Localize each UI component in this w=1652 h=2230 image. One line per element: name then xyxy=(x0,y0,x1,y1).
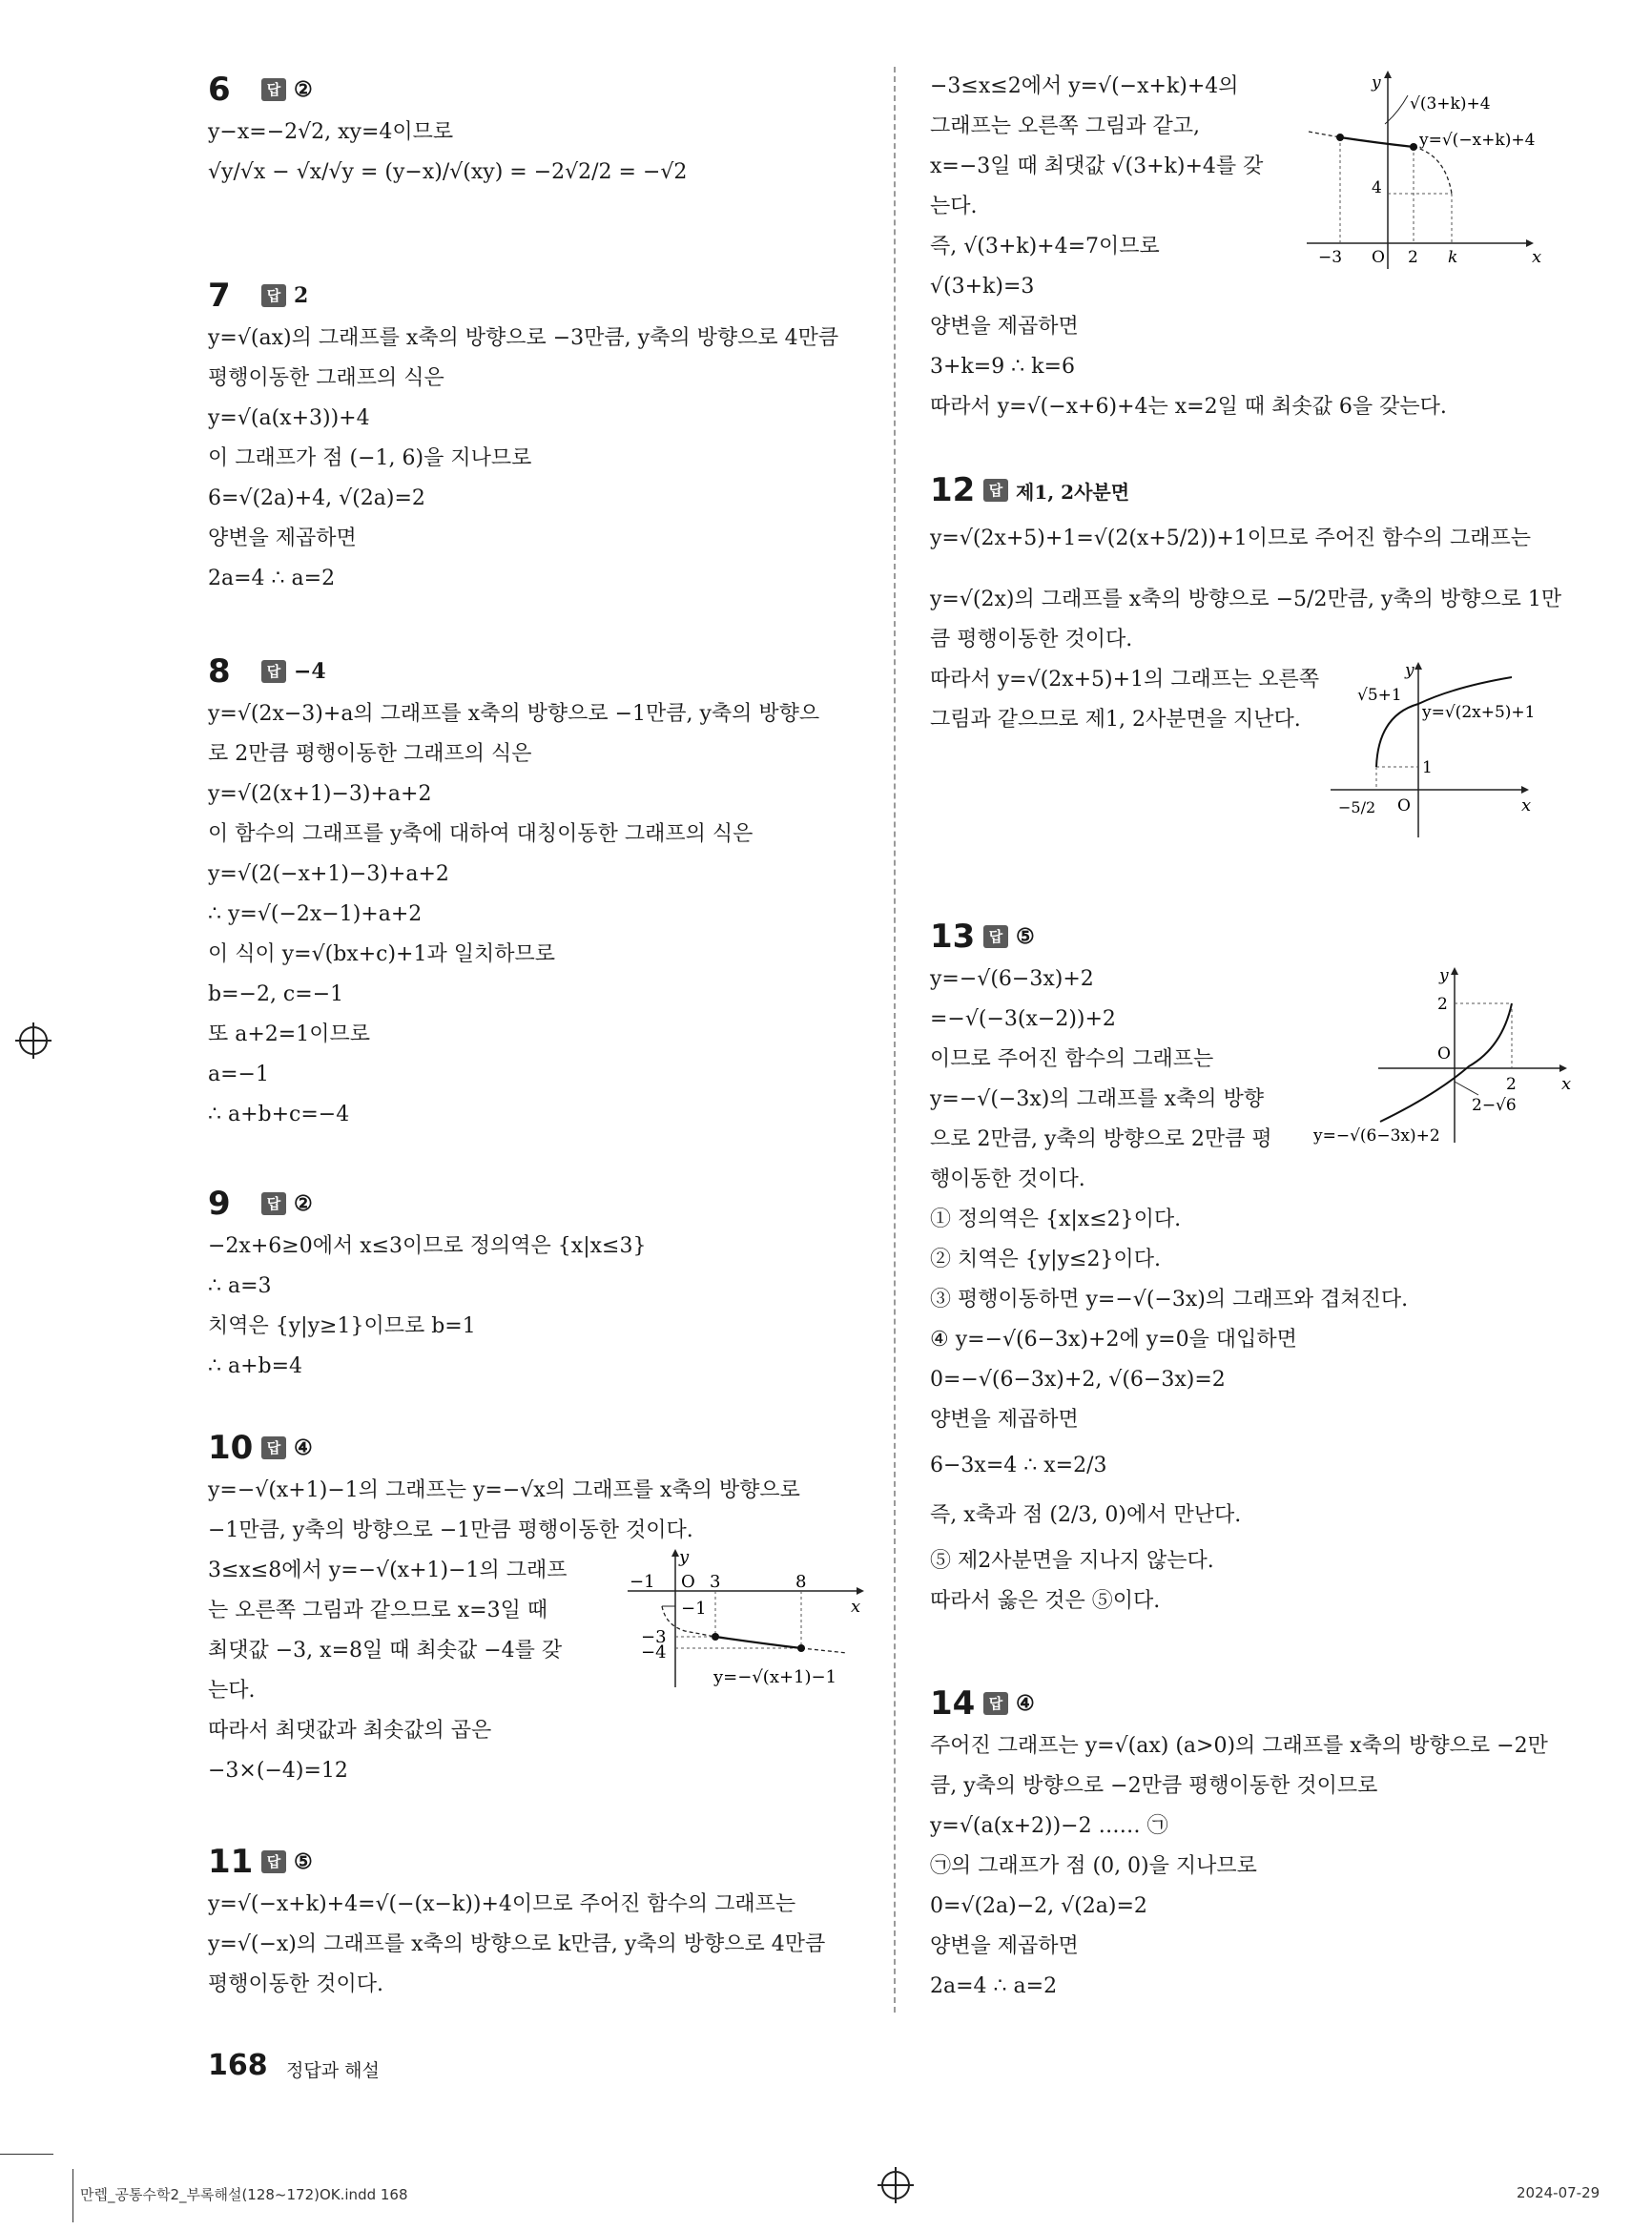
solution-line: 평행이동한 것이다. xyxy=(208,1972,384,1996)
origin-label: O xyxy=(1372,248,1385,267)
solution-line: 양변을 제곱하면 xyxy=(208,527,357,550)
solution-line: 치역은 {y|y≥1}이므로 b=1 xyxy=(208,1314,476,1338)
date-slug: 2024-07-29 xyxy=(1517,2184,1600,2201)
y-axis-arrow xyxy=(1384,71,1392,78)
y-label: y xyxy=(1405,661,1415,680)
solution-line: 로 2만큼 평행이동한 그래프의 식은 xyxy=(208,742,532,766)
answer: ④ xyxy=(294,1435,313,1460)
tick-label: 4 xyxy=(1372,178,1382,197)
registration-mark-icon xyxy=(881,2171,910,2199)
answer-tag: 답 xyxy=(261,78,286,101)
solution-line: √(3+k)=3 xyxy=(930,275,1035,299)
answer-tag: 답 xyxy=(261,660,286,683)
solution-line: 따라서 y=√(2x+5)+1의 그래프는 오른쪽 xyxy=(930,668,1320,692)
solution-line: 2a=4 ∴ a=2 xyxy=(930,1974,1058,1998)
y-axis-arrow xyxy=(1451,967,1458,975)
solution-line: y=−√(−3x)의 그래프를 x축의 방향 xyxy=(930,1087,1264,1111)
solution-line: 으로 2만큼, y축의 방향으로 2만큼 평 xyxy=(930,1127,1272,1151)
problem-10 xyxy=(208,1425,866,1791)
solution-line: y=√(−x+k)+4=√(−(x−k))+4이므로 주어진 함수의 그래프는 xyxy=(208,1892,796,1916)
solution-line: ∴ a+b+c=−4 xyxy=(208,1103,350,1126)
x-axis-arrow xyxy=(857,1587,864,1595)
tick-label: 1 xyxy=(1422,758,1433,777)
tick-label: −4 xyxy=(641,1642,667,1662)
answer: 제1, 2사분면 xyxy=(1016,480,1130,504)
section-title: 정답과 해설 xyxy=(286,2060,380,2081)
solution-line: y=√(2(−x+1)−3)+a+2 xyxy=(208,862,449,886)
tick-label: −1 xyxy=(681,1599,707,1619)
yint-label: √5+1 xyxy=(1357,686,1402,705)
x-label: x xyxy=(1561,1074,1572,1094)
problem-11-continued xyxy=(930,67,1588,427)
x-axis-arrow xyxy=(1521,786,1529,794)
origin-label: O xyxy=(681,1572,695,1592)
solution-line: 0=−√(6−3x)+2, √(6−3x)=2 xyxy=(930,1368,1226,1392)
solution-line: 2a=4 ∴ a=2 xyxy=(208,567,336,590)
y-axis-arrow xyxy=(671,1549,679,1557)
max-label: √(3+k)+4 xyxy=(1410,94,1491,114)
tick-label: 3 xyxy=(710,1572,721,1592)
solution-line: 또 a+2=1이므로 xyxy=(208,1022,370,1046)
solution-line: 는다. xyxy=(930,195,978,218)
x-axis-arrow xyxy=(1526,239,1534,247)
y-axis-arrow xyxy=(1415,662,1422,670)
answer: ② xyxy=(294,77,313,102)
curve-equation: y=√(2x+5)+1 xyxy=(1422,703,1536,722)
answer-tag: 답 xyxy=(983,479,1008,502)
answer: 2 xyxy=(294,283,309,308)
solution-line: y=√(2(x+1)−3)+a+2 xyxy=(208,782,432,806)
column-divider xyxy=(894,67,896,2013)
page-number: 168 xyxy=(208,2049,268,2082)
solution-line: ① 정의역은 {x|x≤2}이다. xyxy=(930,1208,1182,1231)
curve-solid xyxy=(1340,137,1414,147)
solution-line: 즉, √(3+k)+4=7이므로 xyxy=(930,235,1160,258)
answer-tag: 답 xyxy=(261,284,286,307)
problem-number: 11 xyxy=(208,1843,254,1881)
solution-line: ③ 평행이동하면 y=−√(−3x)의 그래프와 겹쳐진다. xyxy=(930,1288,1409,1311)
answer: −4 xyxy=(294,659,326,684)
solution-line: y=−√(x+1)−1의 그래프는 y=−√x의 그래프를 x축의 방향으로 xyxy=(208,1478,800,1502)
solution-line: 0=√(2a)−2, √(2a)=2 xyxy=(930,1894,1147,1918)
solution-line: y−x=−2√2, xy=4이므로 xyxy=(208,120,454,144)
min-point xyxy=(1410,143,1417,151)
solution-line: y=√(2x−3)+a의 그래프를 x축의 방향으로 −1만큼, y축의 방향으 xyxy=(208,702,820,726)
y-label: y xyxy=(1372,73,1381,93)
answer-tag: 답 xyxy=(983,1692,1008,1715)
solution-line: 따라서 최댓값과 최솟값의 곱은 xyxy=(208,1719,492,1743)
registration-mark-icon xyxy=(19,1026,48,1055)
solution-line: y=√(a(x+3))+4 xyxy=(208,406,370,430)
problem-number: 6 xyxy=(208,71,231,109)
tick-label: −1 xyxy=(630,1572,655,1592)
curve-solid xyxy=(715,1637,801,1648)
curve-equation: y=−√(x+1)−1 xyxy=(713,1667,837,1687)
solution-line: 6−3x=4 ∴ x=2/3 xyxy=(930,1454,1107,1477)
curve-equation: y=√(−x+k)+4 xyxy=(1419,131,1536,150)
max-point xyxy=(712,1633,719,1641)
problem-9 xyxy=(208,1181,866,1387)
solution-line: y=√(a(x+2))−2 …… ㉠ xyxy=(930,1814,1168,1838)
solution-line: 평행이동한 그래프의 식은 xyxy=(208,366,444,390)
solution-line: 즉, x축과 점 (2/3, 0)에서 만난다. xyxy=(930,1503,1242,1527)
solution-line: 는다. xyxy=(208,1679,256,1703)
problem-number: 14 xyxy=(930,1684,976,1723)
solution-line: 행이동한 것이다. xyxy=(930,1167,1085,1191)
tick-label: 2 xyxy=(1437,995,1448,1014)
tick-label: −3 xyxy=(641,1627,667,1647)
answer: ④ xyxy=(1016,1691,1035,1716)
problem-8 xyxy=(208,649,866,1135)
solution-line: 이 함수의 그래프를 y축에 대하여 대칭이동한 그래프의 식은 xyxy=(208,822,754,846)
file-slug: 만렙_공통수학2_부록해설(128~172)OK.indd 168 xyxy=(80,2186,408,2203)
solution-line: 큼, y축의 방향으로 −2만큼 평행이동한 것이므로 xyxy=(930,1774,1378,1798)
leader-line xyxy=(1455,1082,1478,1095)
x-label: x xyxy=(851,1597,861,1617)
solution-line: √y/√x − √x/√y = (y−x)/√(xy) = −2√2/2 = −√2 xyxy=(208,160,688,184)
curve-equation: y=−√(6−3x)+2 xyxy=(1313,1126,1440,1146)
solution-line: 이 식이 y=√(bx+c)+1과 일치하므로 xyxy=(208,942,555,966)
solution-line: 그래프는 오른쪽 그림과 같고, xyxy=(930,114,1200,138)
solution-line: 이 그래프가 점 (−1, 6)을 지나므로 xyxy=(208,446,532,470)
x-axis-arrow xyxy=(1559,1064,1567,1072)
problem-number: 10 xyxy=(208,1429,254,1467)
solution-line: 따라서 옳은 것은 ⑤이다. xyxy=(930,1589,1161,1613)
graph-p13 xyxy=(1311,961,1588,1152)
answer-tag: 답 xyxy=(261,1192,286,1215)
y-label: y xyxy=(679,1549,690,1567)
problem-13 xyxy=(930,914,1588,1621)
tick-label: k xyxy=(1448,248,1458,267)
problem-number: 13 xyxy=(930,918,976,956)
answer: ② xyxy=(294,1191,313,1216)
problem-6 xyxy=(208,67,866,193)
crop-mark xyxy=(0,2154,53,2155)
problem-number: 7 xyxy=(208,277,231,315)
solution-line: ∴ a=3 xyxy=(208,1274,272,1298)
answer: ⑤ xyxy=(294,1849,313,1874)
tick-label: 2 xyxy=(1506,1075,1517,1094)
tick-label: −5/2 xyxy=(1338,798,1376,816)
curve-dashed xyxy=(1414,147,1452,194)
problem-number: 8 xyxy=(208,652,231,691)
y-label: y xyxy=(1439,966,1449,985)
solution-line: y=√(−x)의 그래프를 x축의 방향으로 k만큼, y축의 방향으로 4만큼 xyxy=(208,1932,826,1956)
answer-tag: 답 xyxy=(983,925,1008,948)
solution-line: ② 치역은 {y|y≤2}이다. xyxy=(930,1248,1161,1271)
max-point xyxy=(1336,134,1344,141)
solution-line: y=√(ax)의 그래프를 x축의 방향으로 −3만큼, y축의 방향으로 4만큼 xyxy=(208,326,839,350)
tick-label: −3 xyxy=(1318,248,1343,267)
min-point xyxy=(797,1644,805,1652)
solution-line: 따라서 y=√(−x+6)+4는 x=2일 때 최솟값 6을 갖는다. xyxy=(930,395,1447,419)
solution-line: y=−√(6−3x)+2 xyxy=(930,967,1094,991)
problem-11 xyxy=(208,1839,866,2005)
curve-dashed xyxy=(1309,132,1340,137)
tick-label: 2 xyxy=(1408,248,1418,267)
solution-line: −3×(−4)=12 xyxy=(208,1759,348,1783)
solution-line: ∴ a+b=4 xyxy=(208,1354,303,1378)
yint-label: 2−√6 xyxy=(1472,1096,1517,1115)
solution-line: 6=√(2a)+4, √(2a)=2 xyxy=(208,486,425,510)
solution-line: 주어진 그래프는 y=√(ax) (a>0)의 그래프를 x축의 방향으로 −2만 xyxy=(930,1734,1548,1758)
solution-line: −2x+6≥0에서 x≤3이므로 정의역은 {x|x≤3} xyxy=(208,1234,647,1258)
solution-line: x=−3일 때 최댓값 √(3+k)+4를 갖 xyxy=(930,155,1264,178)
curve-dashed xyxy=(801,1648,847,1653)
graph-p12 xyxy=(1331,658,1588,839)
x-label: x xyxy=(1532,247,1542,267)
solution-line: −3≤x≤2에서 y=√(−x+k)+4의 xyxy=(930,74,1239,98)
problem-12 xyxy=(930,467,1588,816)
solution-line: b=−2, c=−1 xyxy=(208,982,344,1006)
answer-tag: 답 xyxy=(261,1850,286,1873)
solution-line: 그림과 같으므로 제1, 2사분면을 지난다. xyxy=(930,708,1301,732)
solution-line: ㉠의 그래프가 점 (0, 0)을 지나므로 xyxy=(930,1854,1257,1878)
answer-tag: 답 xyxy=(261,1436,286,1459)
solution-line: 양변을 제곱하면 xyxy=(930,1408,1079,1432)
solution-line: 이므로 주어진 함수의 그래프는 xyxy=(930,1047,1214,1071)
solution-line: y=√(2x+5)+1=√(2(x+5/2))+1이므로 주어진 함수의 그래프는 xyxy=(930,527,1532,550)
solution-line: 3≤x≤8에서 y=−√(x+1)−1의 그래프 xyxy=(208,1559,568,1582)
answer: ⑤ xyxy=(1016,924,1035,949)
solution-line: ④ y=−√(6−3x)+2에 y=0을 대입하면 xyxy=(930,1328,1297,1352)
x-label: x xyxy=(1521,795,1532,816)
crop-mark xyxy=(72,2169,73,2222)
problem-number: 12 xyxy=(930,471,976,509)
problem-7 xyxy=(208,273,866,599)
graph-p10 xyxy=(628,1549,866,1692)
solution-line: 는 오른쪽 그림과 같으므로 x=3일 때 xyxy=(208,1599,548,1622)
problem-14 xyxy=(930,1681,1588,2007)
solution-line: 큼 평행이동한 것이다. xyxy=(930,628,1133,651)
solution-line: 양변을 제곱하면 xyxy=(930,1934,1079,1958)
solution-line: =−√(−3(x−2))+2 xyxy=(930,1007,1116,1031)
origin-label: O xyxy=(1397,796,1411,816)
solution-line: ∴ y=√(−2x−1)+a+2 xyxy=(208,902,423,926)
solution-line: 양변을 제곱하면 xyxy=(930,315,1079,339)
origin-label: O xyxy=(1437,1044,1451,1063)
solution-line: ⑤ 제2사분면을 지나지 않는다. xyxy=(930,1549,1214,1573)
solution-line: y=√(2x)의 그래프를 x축의 방향으로 −5/2만큼, y축의 방향으로 1만 xyxy=(930,588,1562,611)
solution-line: 최댓값 −3, x=8일 때 최솟값 −4를 갖 xyxy=(208,1639,563,1662)
solution-line: a=−1 xyxy=(208,1063,269,1086)
tick-label: 8 xyxy=(795,1572,807,1592)
problem-number: 9 xyxy=(208,1185,231,1223)
solution-line: −1만큼, y축의 방향으로 −1만큼 평행이동한 것이다. xyxy=(208,1518,693,1542)
graph-p11 xyxy=(1307,67,1588,272)
solution-line: 3+k=9 ∴ k=6 xyxy=(930,355,1075,379)
